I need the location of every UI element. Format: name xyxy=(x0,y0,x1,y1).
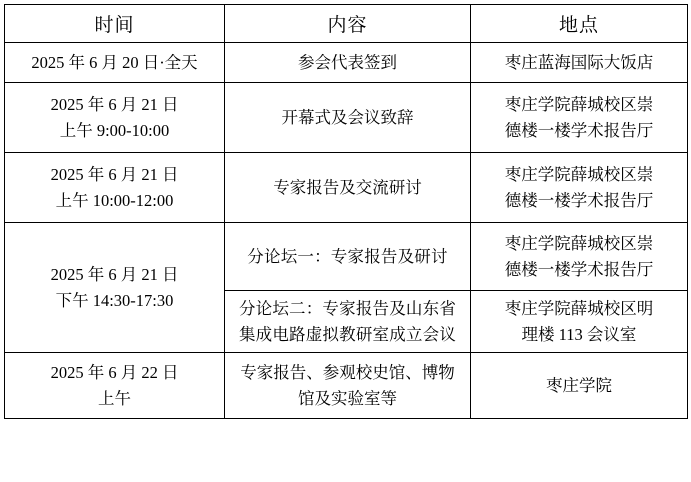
column-header-time: 时间 xyxy=(5,5,225,43)
column-header-place: 地点 xyxy=(471,5,688,43)
cell-content xyxy=(225,83,471,153)
cell-time xyxy=(5,353,225,419)
cell-place xyxy=(471,291,688,353)
cell-time xyxy=(5,83,225,153)
cell-place xyxy=(471,353,688,419)
cell-content xyxy=(225,353,471,419)
cell-content xyxy=(225,291,471,353)
cell-place-line: 德楼一楼学术报告厅 xyxy=(504,190,654,210)
table-row xyxy=(5,223,688,291)
cell-time-line: 下午 14:30-17:30 xyxy=(55,290,174,310)
cell-place-line: 德楼一楼学术报告厅 xyxy=(504,259,654,279)
cell-content xyxy=(225,43,471,83)
column-header-content: 内容 xyxy=(225,5,471,43)
cell-place xyxy=(471,153,688,223)
cell-content xyxy=(225,223,471,291)
table-body xyxy=(5,43,688,419)
cell-place-line: 枣庄学院薛城校区崇 xyxy=(504,164,654,184)
cell-place xyxy=(471,83,688,153)
cell-time-line: 上午 10:00-12:00 xyxy=(55,190,174,210)
cell-time-line: 2025 年 6 月 20 日·全天 xyxy=(31,52,198,72)
cell-content-line: 集成电路虚拟教研室成立会议 xyxy=(238,324,457,344)
cell-time-line: 2025 年 6 月 21 日 xyxy=(50,264,179,284)
cell-content xyxy=(225,153,471,223)
cell-time xyxy=(5,223,225,353)
cell-time-line: 2025 年 6 月 21 日 xyxy=(50,164,179,184)
table-row xyxy=(5,83,688,153)
schedule-table xyxy=(4,4,688,419)
table-header xyxy=(5,5,688,43)
cell-place xyxy=(471,43,688,83)
cell-time xyxy=(5,153,225,223)
cell-place-line: 德楼一楼学术报告厅 xyxy=(504,120,654,140)
cell-place-line: 枣庄学院薛城校区崇 xyxy=(504,233,654,253)
cell-place-line: 枣庄学院薛城校区崇 xyxy=(504,94,654,114)
table-row xyxy=(5,43,688,83)
cell-content-line: 馆及实验室等 xyxy=(298,388,397,408)
table-header-row xyxy=(5,5,688,43)
cell-time xyxy=(5,43,225,83)
cell-content-line: 分论坛一：专家报告及研讨 xyxy=(247,246,448,266)
schedule-document xyxy=(0,4,691,482)
cell-time-line: 2025 年 6 月 22 日 xyxy=(50,362,179,382)
cell-content-line: 开幕式及会议致辞 xyxy=(281,107,414,127)
table-row xyxy=(5,153,688,223)
cell-content-line: 分论坛二：专家报告及山东省 xyxy=(238,298,457,318)
cell-content-line: 参会代表签到 xyxy=(298,52,397,72)
cell-place-line: 枣庄学院薛城校区明 xyxy=(504,298,654,318)
cell-place xyxy=(471,223,688,291)
cell-content-line: 专家报告及交流研讨 xyxy=(273,177,422,197)
table-row xyxy=(5,353,688,419)
cell-place-line: 枣庄蓝海国际大饭店 xyxy=(504,52,654,72)
cell-time-line: 2025 年 6 月 21 日 xyxy=(50,94,179,114)
cell-place-line: 理楼 113 会议室 xyxy=(521,324,637,344)
cell-content-line: 专家报告、参观校史馆、博物 xyxy=(240,362,455,382)
cell-time-line: 上午 xyxy=(98,388,131,408)
cell-time-line: 上午 9:00-10:00 xyxy=(59,120,170,140)
cell-place-line: 枣庄学院 xyxy=(546,375,612,395)
